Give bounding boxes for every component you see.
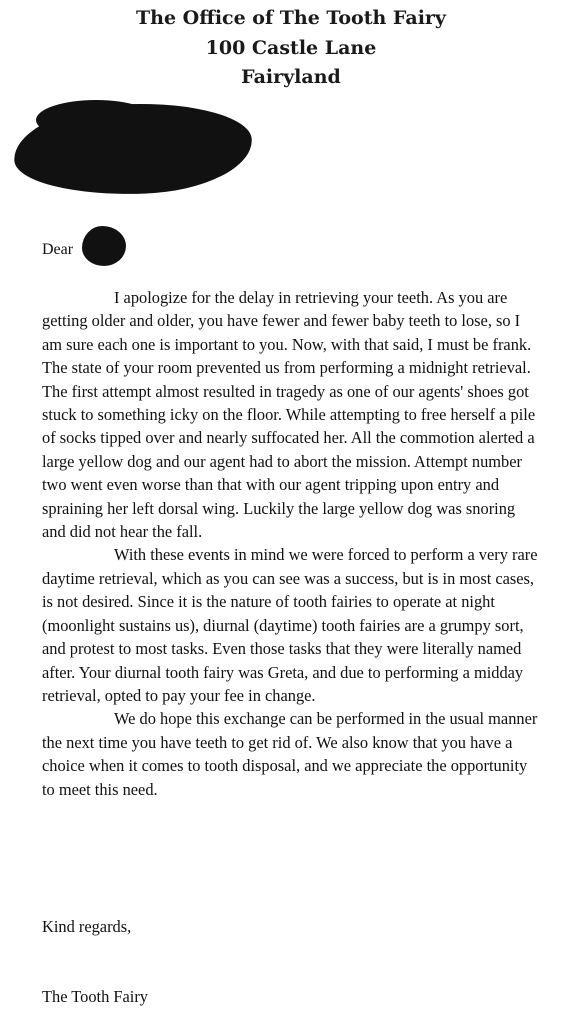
letterhead-street: 100 Castle Lane xyxy=(205,36,377,59)
letterhead-office: The Office of The Tooth Fairy xyxy=(136,7,446,29)
closing: Kind regards, xyxy=(42,917,132,936)
letterhead xyxy=(0,4,582,93)
salutation xyxy=(42,240,73,260)
salutation-text: Dear xyxy=(42,241,74,258)
letterhead-city: Fairyland xyxy=(241,66,341,88)
body-paragraph-1: I apologize for the delay in retrieving your teeth. As you are getting older and older, you have fewer and fewer baby teeth to lose, so I am sure each one is important to you. Now, with that said, I must be frank. The state of your room prevented us from performing a midnight retrieval. The first attempt almost resulted in tragedy as one of our agents' shoes got stuck to something icky on the floor. While attempting to free herself a pile of socks tipped over and nearly suffocated her. All the commotion alerted a large yellow dog and our agent had to abort the mission. Attempt number two went even worse than that with our agent tripping upon entry and spraining her left dorsal wing. Luckily the large yellow dog was snoring and did not hear the fall. xyxy=(42,288,536,542)
letter-body xyxy=(42,286,542,801)
redacted-recipient-name xyxy=(82,226,126,266)
signature: The Tooth Fairy xyxy=(42,987,148,1006)
body-paragraph-3: We do hope this exchange can be performed in the usual manner the next time you have teeth to get rid of. We also know that you have a choice when it comes to tooth disposal, and we appreciate the opportunity to meet this need. xyxy=(42,709,538,799)
body-paragraph-2: With these events in mind we were forced to perform a very rare daytime retrieval, which as you can see was a success, but is in most cases, is not desired. Since it is the nature of tooth fairies to operate at night (moonlight sustains us), diurnal (daytime) tooth fairies are a grumpy sort, and protest to most tasks. Even those tasks that they were literally named after. Your diurnal tooth fairy was Greta, and due to performing a midday retrieval, opted to pay your fee in change. xyxy=(42,545,538,705)
redacted-address-top xyxy=(36,100,156,140)
